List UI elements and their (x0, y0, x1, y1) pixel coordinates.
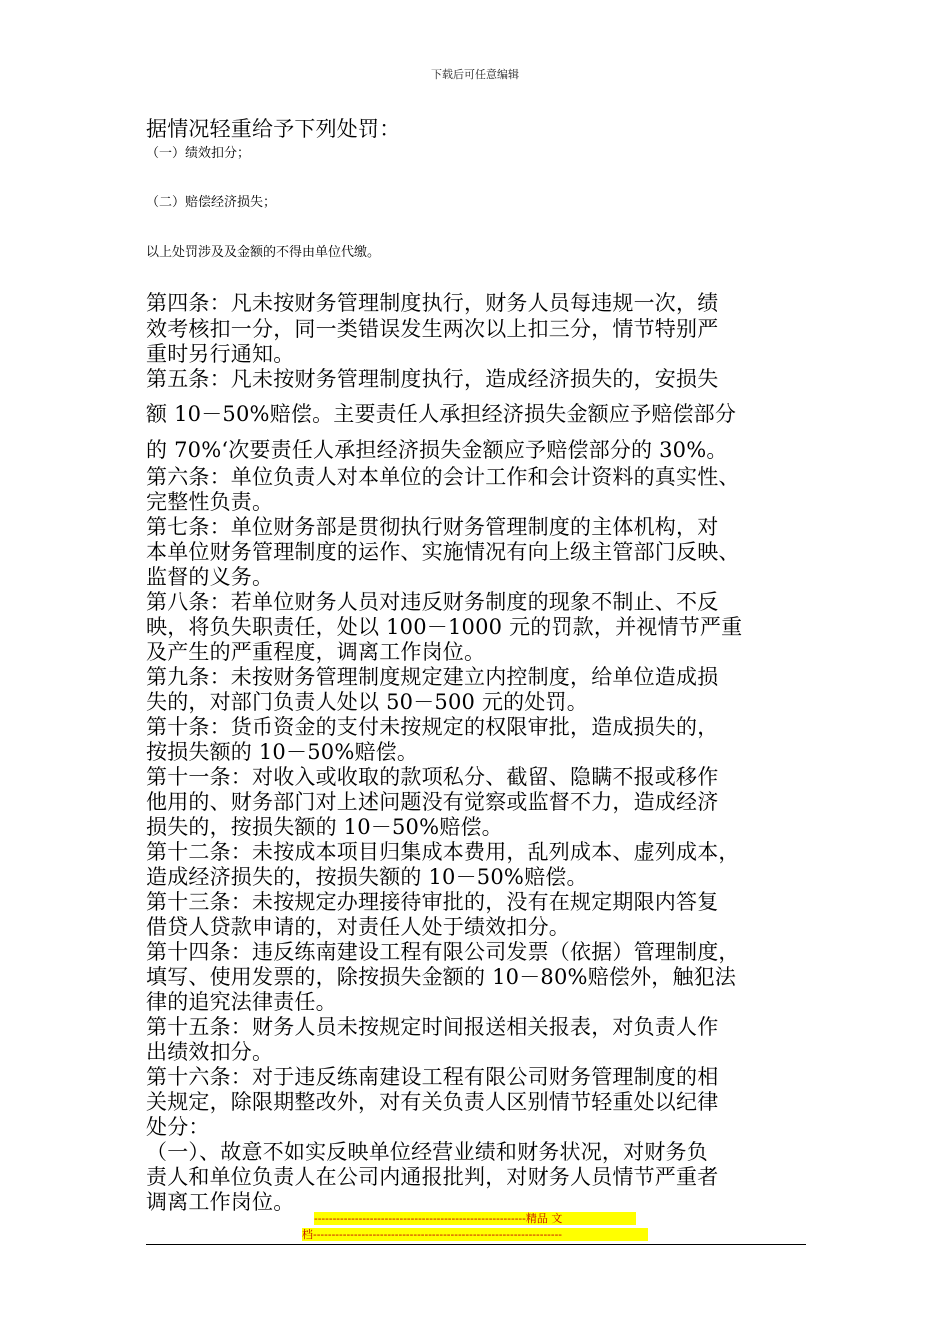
body-line: （二）赔偿经济损失； (146, 195, 277, 210)
body-line: 以上处罚涉及及金额的不得由单位代缴。 (146, 245, 381, 260)
body-line: 处分： (146, 1115, 210, 1139)
body-line: 映，将负失职责任，处以 100－1000 元的罚款，并视情节严重 (146, 615, 743, 639)
body-line: 第六条：单位负责人对本单位的会计工作和会计资料的真实性、 (146, 465, 740, 489)
body-line: 关规定，除限期整改外，对有关负责人区别情节轻重处以纪律 (146, 1090, 719, 1114)
body-line: 按损失额的 10－50%赔偿。 (146, 740, 419, 764)
body-line: （一）、故意不如实反映单位经营业绩和财务状况，对财务负 (146, 1140, 708, 1164)
body-line: 第十四条：违反练南建设工程有限公司发票（依据）管理制度， (146, 940, 740, 964)
body-line: 第十六条：对于违反练南建设工程有限公司财务管理制度的相 (146, 1065, 719, 1089)
body-line: （一）绩效扣分； (146, 146, 251, 161)
body-line: 重时另行通知。 (146, 342, 295, 366)
page-header: 下载后可任意编辑 (431, 68, 519, 81)
body-line: 他用的、财务部门对上述问题没有觉察或监督不力，造成经济 (146, 790, 719, 814)
body-line: 第十三条：未按规定办理接待审批的，没有在规定期限内答复 (146, 890, 719, 914)
body-line: 第五条：凡未按财务管理制度执行，造成经济损失的，安损失 (146, 367, 719, 391)
body-line: 失的，对部门负责人处以 50－500 元的处罚。 (146, 690, 588, 714)
body-line: 第十二条：未按成本项目归集成本费用，乱列成本、虚列成本， (146, 840, 740, 864)
footer-watermark-line1: ---------------------------------------------------------精品 文 (314, 1212, 636, 1225)
body-line: 填写、使用发票的，除按损失金额的 10－80%赔偿外，触犯法 (146, 965, 737, 989)
body-line: 出绩效扣分。 (146, 1040, 274, 1064)
body-line: 律的追究法律责任。 (146, 990, 337, 1014)
body-line: 效考核扣一分，同一类错误发生两次以上扣三分，情节特别严 (146, 317, 719, 341)
body-line: 及产生的严重程度，调离工作岗位。 (146, 640, 486, 664)
footer-watermark-line2: 档------------------------------------------------------------------- (302, 1228, 648, 1241)
body-line: 额 10－50%赔偿。主要责任人承担经济损失金额应予赔偿部分 (146, 402, 737, 426)
body-line: 第七条：单位财务部是贯彻执行财务管理制度的主体机构，对 (146, 515, 719, 539)
body-line: 第九条：未按财务管理制度规定建立内控制度，给单位造成损 (146, 665, 719, 689)
body-line: 监督的义务。 (146, 565, 274, 589)
footer-divider (146, 1244, 806, 1245)
body-line: 第十一条：对收入或收取的款项私分、截留、隐瞒不报或移作 (146, 765, 719, 789)
body-line: 借贷人贷款申请的，对责任人处于绩效扣分。 (146, 915, 570, 939)
body-line: 第四条：凡未按财务管理制度执行，财务人员每违规一次，绩 (146, 291, 719, 315)
body-line: 完整性负责。 (146, 490, 274, 514)
body-line: 调离工作岗位。 (146, 1190, 295, 1214)
body-line: 责人和单位负责人在公司内通报批判，对财务人员情节严重者 (146, 1165, 719, 1189)
body-line: 本单位财务管理制度的运作、实施情况有向上级主管部门反映、 (146, 540, 740, 564)
body-line: 第十五条：财务人员未按规定时间报送相关报表，对负责人作 (146, 1015, 719, 1039)
body-line: 据情况轻重给予下列处罚： (146, 117, 401, 141)
body-line: 损失的，按损失额的 10－50%赔偿。 (146, 815, 503, 839)
body-line: 第十条：货币资金的支付未按规定的权限审批，造成损失的， (146, 715, 719, 739)
body-line: 造成经济损失的，按损失额的 10－50%赔偿。 (146, 865, 588, 889)
body-line: 的 70%‘次要责任人承担经济损失金额应予赔偿部分的 30%。 (146, 438, 728, 462)
body-line: 第八条：若单位财务人员对违反财务制度的现象不制止、不反 (146, 590, 719, 614)
